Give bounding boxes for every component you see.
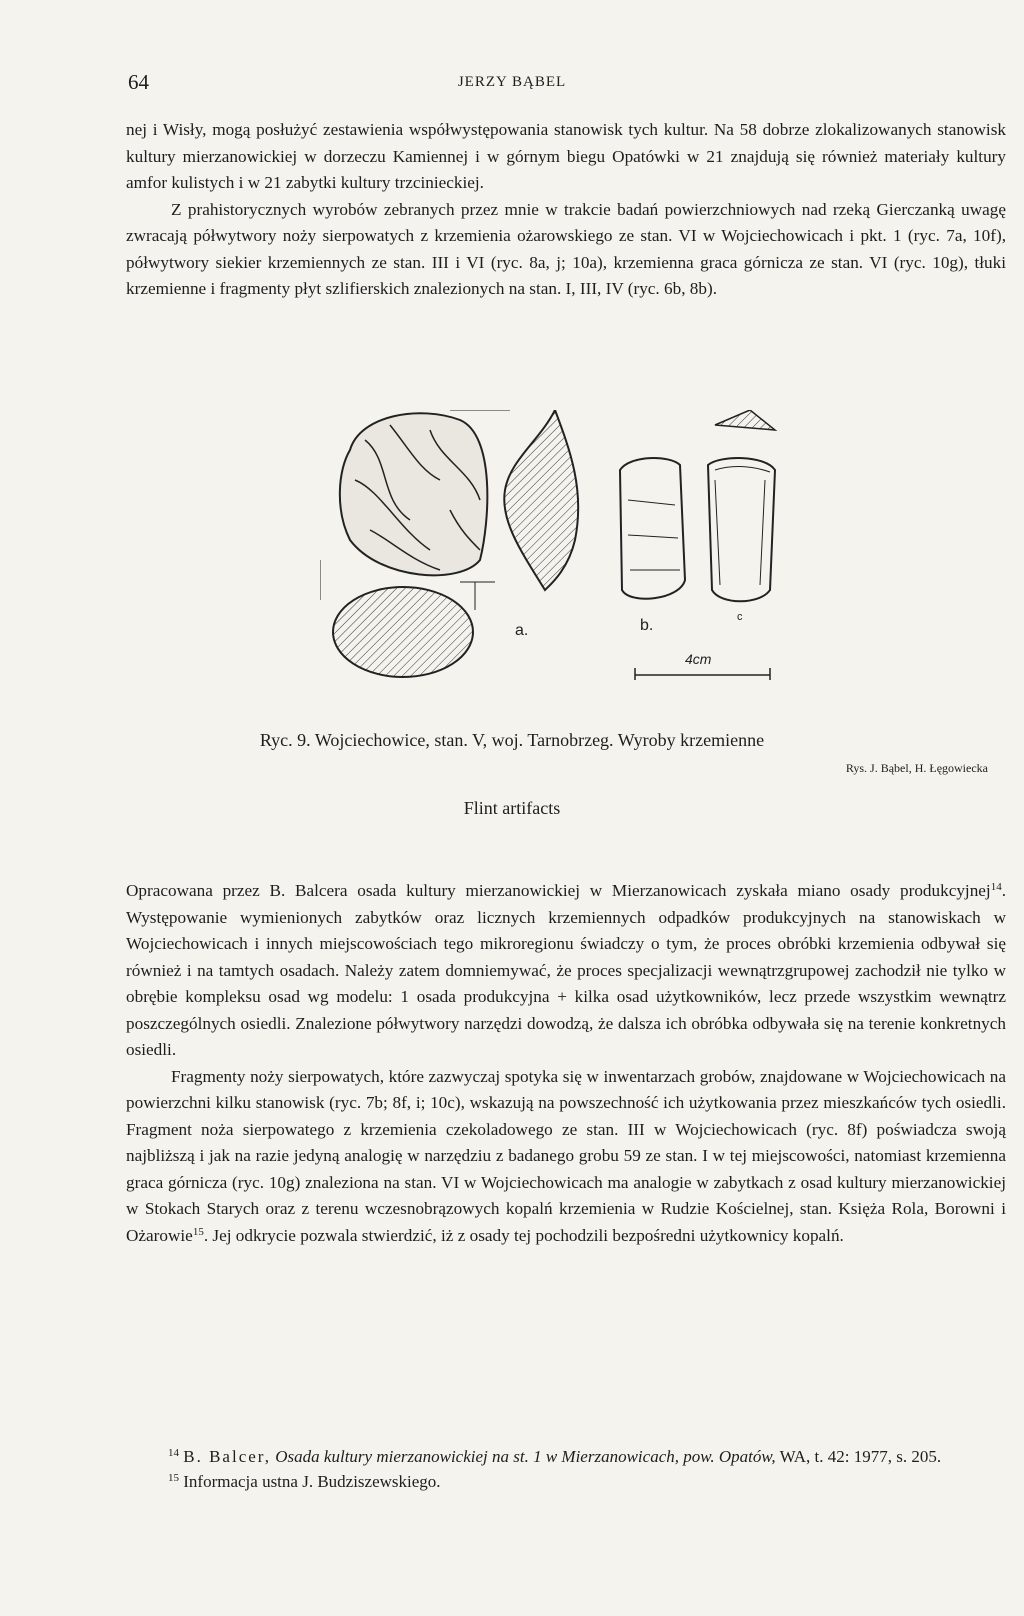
footnote-number: 14: [168, 1447, 179, 1459]
footnote-14: [126, 1444, 1006, 1469]
paragraph: [126, 878, 1006, 1064]
footnote-author: B. Balcer,: [183, 1447, 272, 1466]
footnotes: [126, 1444, 1006, 1494]
paragraph-text: . Jej odkrycie pozwala stwierdzić, iż z osady tej pochodzili bezpośredni użytkownicy kopalń.: [203, 1225, 844, 1245]
running-head: JERZY BĄBEL: [457, 74, 567, 90]
scale-label: 4cm: [685, 651, 712, 667]
scale-bar: [635, 651, 770, 680]
figure-flint-artifacts: [320, 410, 810, 700]
footnote-ref[interactable]: 15: [192, 1225, 204, 1238]
figure-label-c: c: [737, 611, 743, 623]
body-text-top: [126, 117, 1006, 303]
paragraph: nej i Wisły, mogą posłużyć zestawienia współwystępowania stanowisk tych kultur. Na 58 dobrze zlokalizowanych stanowisk kultury mierzanowickiej w dorzeczu Kamiennej i w górnym biegu Opatówki w 21 znajdują się również materiały kultury amfor kulistych i w 21 zabytki kultury trzcinieckiej.: [126, 120, 1006, 192]
footnote-number: 15: [168, 1472, 179, 1484]
figure-label-a: a.: [515, 622, 529, 639]
paragraph: [126, 1064, 1006, 1250]
footnote-text: Informacja ustna J. Budziszewskiego.: [183, 1472, 441, 1491]
blade-profile-drawing: [504, 410, 578, 590]
footnote-rest: WA, t. 42: 1977, s. 205.: [779, 1447, 942, 1466]
figure-label-b: b.: [640, 617, 654, 634]
figure-credit: Rys. J. Bąbel, H. Łęgowiecka: [845, 761, 988, 775]
figure-caption: Ryc. 9. Wojciechowice, stan. V, woj. Tarnobrzeg. Wyroby krzemienne: [259, 730, 765, 750]
axe-blank-drawing: [320, 410, 510, 677]
sickle-knife-drawing: [620, 410, 775, 601]
paragraph-text: Fragmenty noży sierpowatych, które zazwyczaj spotyka się w inwentarzach grobów, znajdowane w Wojciechowicach na powierzchni kilku stanowisk (ryc. 7b; 8f, i; 10c), wskazują na powszechność ich użytkowania przez mieszkańców tych osiedli. Fragment noża sierpowatego z krzemienia czekoladowego ze stan. III w Wojciechowicach (ryc. 8f) poświadcza swoją najbliższą i jak na razie jedyną analogię w narzędziu z badanego grobu 59 ze stan. I w tej miejscowości, natomiast krzemienna graca górnicza (ryc. 10g) znaleziona na stan. VI w Wojciechowicach ma analogie w zabytkach z osad kultury mierzanowickiej w Stokach Starych oraz z terenu wczesnobrązowych kopalń krzemienia w Rudzie Kościelnej, stan. Księża Rola, Borowni i Ożarowie: [126, 1066, 1006, 1245]
page-number: 64: [128, 70, 149, 94]
paragraph-text: . Występowanie wymienionych zabytków oraz licznych krzemiennych odpadków produkcyjnych na stanowiskach w Wojciechowicach i innych miejscowościach tego mikroregionu świadczy o tym, że proces obróbki krzemienia odbywał się również i na tamtych osadach. Należy zatem domniemywać, że proces specjalizacji wewnątrzgrupowej zachodził nie tylko w obrębie kompleksu osad wg modelu: 1 osada produkcyjna + kilka osad użytkowników, lecz przede wszystkim wewnątrz poszczególnych osiedli. Znalezione półwytwory narzędzi dowodzą, że dalsza ich obróbka odbywała się na terenie konkretnych osiedli.: [126, 881, 1006, 1059]
footnote-15: [126, 1469, 1006, 1494]
footnote-ref[interactable]: 14: [990, 881, 1002, 893]
figure-caption-english: Flint artifacts: [463, 798, 561, 818]
paragraph-text: Opracowana przez B. Balcera osada kultury mierzanowickiej w Mierzanowicach zyskała miano osady produkcyjnej: [126, 881, 991, 900]
footnote-title: Osada kultury mierzanowickiej na st. 1 w Mierzanowicach, pow. Opatów,: [275, 1447, 776, 1466]
paragraph: Z prahistorycznych wyrobów zebranych przez mnie w trakcie badań powierzchniowych nad rzeką Gierczanką uwagę zwracają półwytwory noży sierpowatych z krzemienia ożarowskiego ze stan. VI w Wojciechowicach i pkt. 1 (ryc. 7a, 10f), półwytwory siekier krzemiennych ze stan. III i VI (ryc. 8a, j; 10a), krzemienna graca górnicza ze stan. VI (ryc. 10g), tłuki krzemienne i fragmenty płyt szlifierskich znalezionych na stan. I, III, IV (ryc. 6b, 8b).: [126, 199, 1006, 298]
body-text-bottom: [126, 878, 1006, 1249]
